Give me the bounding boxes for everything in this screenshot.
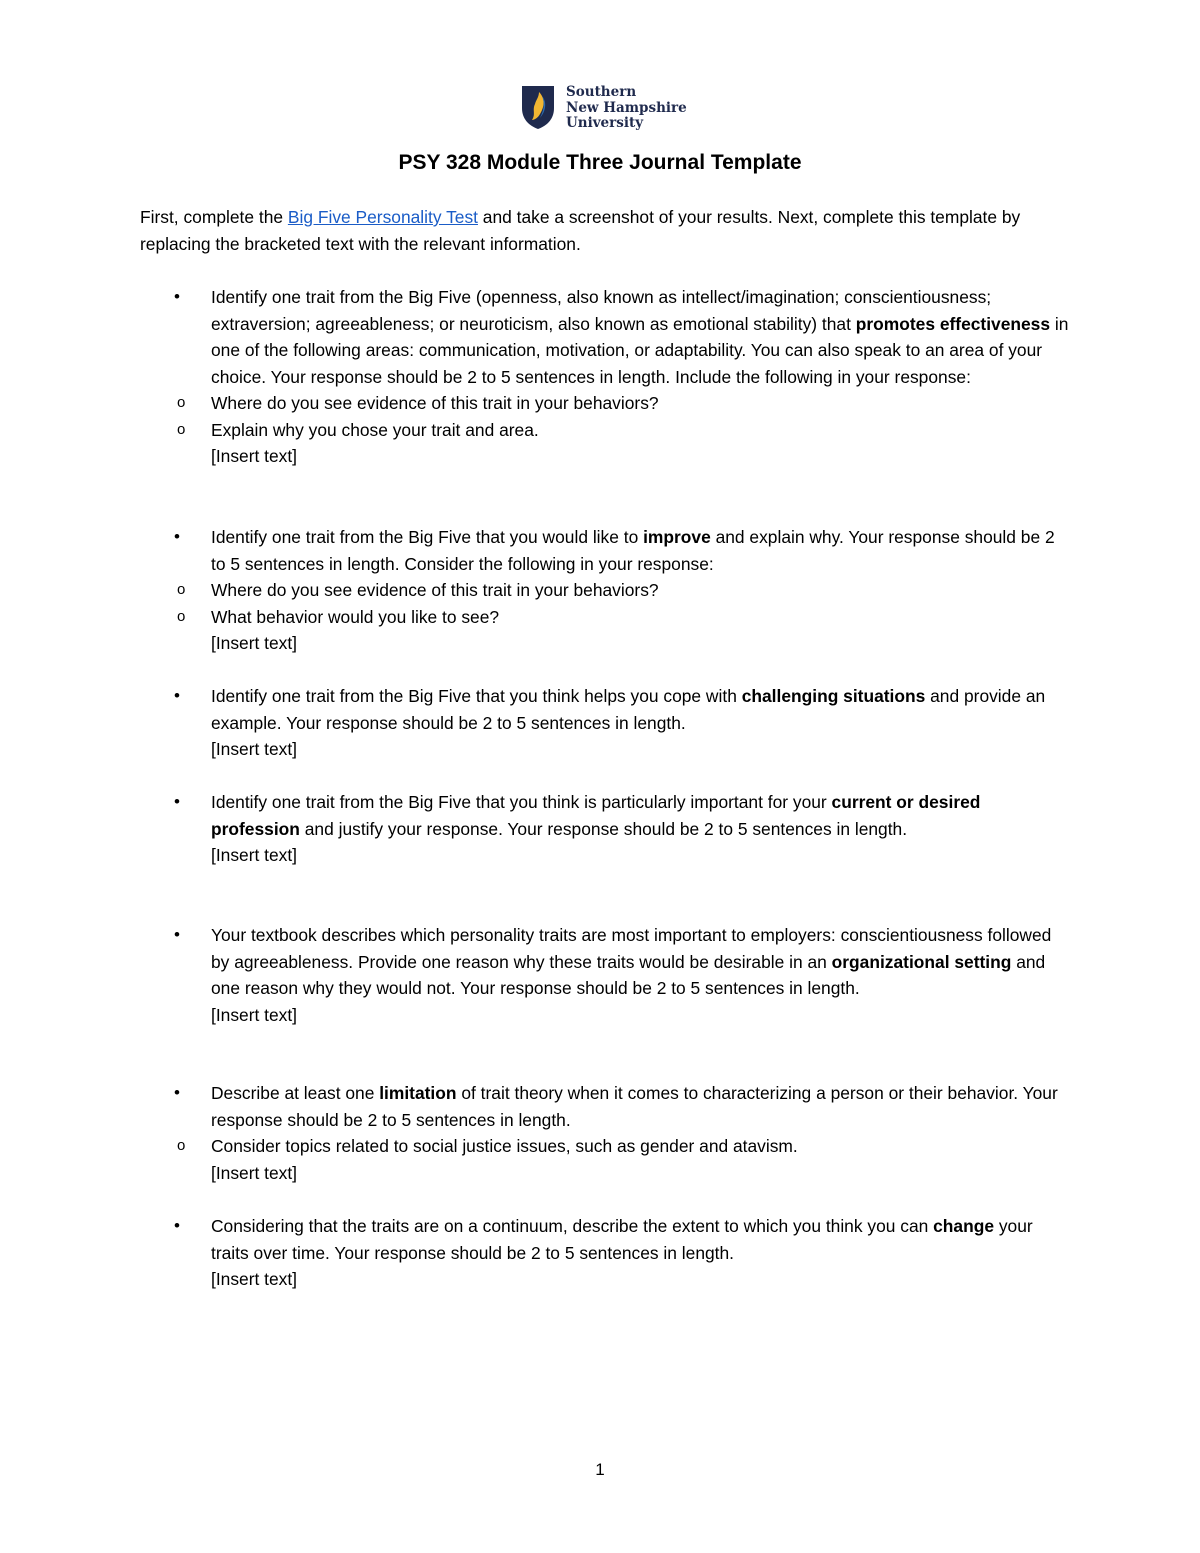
prompt-item-3 <box>174 683 1071 763</box>
logo-line-1: Southern <box>566 84 637 100</box>
insert-text-placeholder[interactable]: [Insert text] <box>211 1162 298 1183</box>
prompt-pre: Identify one trait from the Big Five that you would like to <box>211 527 644 547</box>
prompt-pre: Describe at least one <box>211 1083 380 1103</box>
logo-line-2: New Hampshire <box>566 99 687 116</box>
bullet-icon: • <box>174 792 180 811</box>
shield-logo-icon <box>520 84 556 130</box>
prompt-pre: Considering that the traits are on a continuum, describe the extent to which you think you can <box>211 1216 934 1236</box>
sub-item <box>177 417 1071 444</box>
intro-text-after: and take a screenshot of your results. Next, complete this template by replacing the bracketed text with the relevant information. <box>140 207 1021 254</box>
page-number: 1 <box>595 1460 605 1479</box>
prompt-post: and justify your response. Your response should be 2 to 5 sentences in length. <box>299 818 908 839</box>
circle-bullet-icon: o <box>177 1137 186 1154</box>
sub-item-text: Where do you see evidence of this trait in your behaviors? <box>211 393 659 413</box>
prompt-text <box>211 1213 1071 1266</box>
prompt-item-6 <box>174 1080 1071 1186</box>
prompt-emphasis: current or desired profession <box>211 792 981 839</box>
bullet-icon: • <box>174 925 180 944</box>
prompt-text <box>211 524 1071 577</box>
prompt-emphasis: challenging situations <box>741 686 926 706</box>
sub-item <box>177 390 1071 417</box>
sub-item <box>177 577 1071 604</box>
prompt-text <box>211 922 1071 1002</box>
circle-bullet-icon: o <box>177 607 186 625</box>
prompt-post: and explain why. Your response should be 2 to 5 sentences in length. Consider the following in your response: <box>211 527 1055 574</box>
insert-text-placeholder[interactable]: [Insert text] <box>211 739 298 759</box>
sub-item <box>177 604 1071 631</box>
intro-text-before: First, complete the <box>140 207 288 227</box>
insert-text-placeholder[interactable]: [Insert text] <box>211 633 298 653</box>
prompt-post: and provide an example. Your response should be 2 to 5 sentences in length. <box>211 686 1046 733</box>
prompt-post: of trait theory when it comes to characterizing a person or their behavior. Your response should be 2 to 5 sentences in length. <box>211 1083 1058 1130</box>
insert-text-placeholder[interactable]: [Insert text] <box>211 446 298 466</box>
sub-item-text: What behavior would you like to see? <box>211 606 500 627</box>
page-title: PSY 328 Module Three Journal Template <box>398 151 802 174</box>
prompt-pre: Identify one trait from the Big Five (openness, also known as intellect/imagination; conscientiousness; extraversion; agreeableness; or neuroticism, also known as emotional stability) that <box>211 287 992 334</box>
prompt-item-2 <box>174 524 1071 657</box>
prompt-post: your traits over time. Your response should be 2 to 5 sentences in length. <box>211 1216 1033 1263</box>
logo-line-3: University <box>566 115 644 131</box>
sub-item-text: Explain why you chose your trait and area. <box>211 419 539 440</box>
big-five-test-link[interactable]: Big Five Personality Test <box>287 207 478 227</box>
prompt-text <box>211 683 1071 736</box>
university-logo <box>520 84 690 134</box>
bullet-icon: • <box>174 1083 180 1102</box>
sub-item <box>177 1133 1071 1160</box>
prompt-emphasis: limitation <box>379 1083 457 1103</box>
prompt-text <box>211 789 1071 842</box>
prompt-text <box>211 284 1071 390</box>
bullet-icon: • <box>174 686 180 705</box>
prompt-item-1 <box>174 284 1071 470</box>
prompt-item-4 <box>174 789 1071 869</box>
bullet-icon: • <box>174 1216 180 1235</box>
circle-bullet-icon: o <box>177 394 186 411</box>
insert-text-placeholder[interactable]: [Insert text] <box>211 1004 298 1025</box>
university-wordmark <box>566 85 687 132</box>
prompt-emphasis: improve <box>643 527 711 547</box>
circle-bullet-icon: o <box>177 420 186 438</box>
circle-bullet-icon: o <box>177 581 186 598</box>
prompt-emphasis: promotes effectiveness <box>855 313 1051 334</box>
prompt-pre: Identify one trait from the Big Five that you think is particularly important for your <box>211 792 832 812</box>
prompt-pre: Your textbook describes which personality traits are most important to employers: conscientiousness followed by agreeableness. Provide one reason why these traits would be desirable in an <box>211 925 1052 972</box>
intro-paragraph <box>140 204 1070 257</box>
bullet-icon: • <box>174 287 180 306</box>
bullet-icon: • <box>174 527 180 546</box>
prompt-emphasis: change <box>933 1216 995 1236</box>
prompt-item-7 <box>174 1213 1071 1293</box>
prompt-item-5 <box>174 922 1071 1028</box>
sub-item-text: Consider topics related to social justice issues, such as gender and atavism. <box>211 1136 798 1156</box>
prompt-text <box>211 1080 1071 1133</box>
prompt-post: and one reason why they would not. Your response should be 2 to 5 sentences in length. <box>211 951 1046 998</box>
sub-item-text: Where do you see evidence of this trait in your behaviors? <box>211 580 659 600</box>
prompt-pre: Identify one trait from the Big Five that you think helps you cope with <box>211 686 742 706</box>
insert-text-placeholder[interactable]: [Insert text] <box>211 1269 298 1289</box>
insert-text-placeholder[interactable]: [Insert text] <box>211 845 298 865</box>
prompt-emphasis: organizational setting <box>831 951 1012 972</box>
prompt-post: in one of the following areas: communication, motivation, or adaptability. You can also speak to an area of your choice. Your response should be 2 to 5 sentences in length. Include the following in your response: <box>211 313 1069 387</box>
